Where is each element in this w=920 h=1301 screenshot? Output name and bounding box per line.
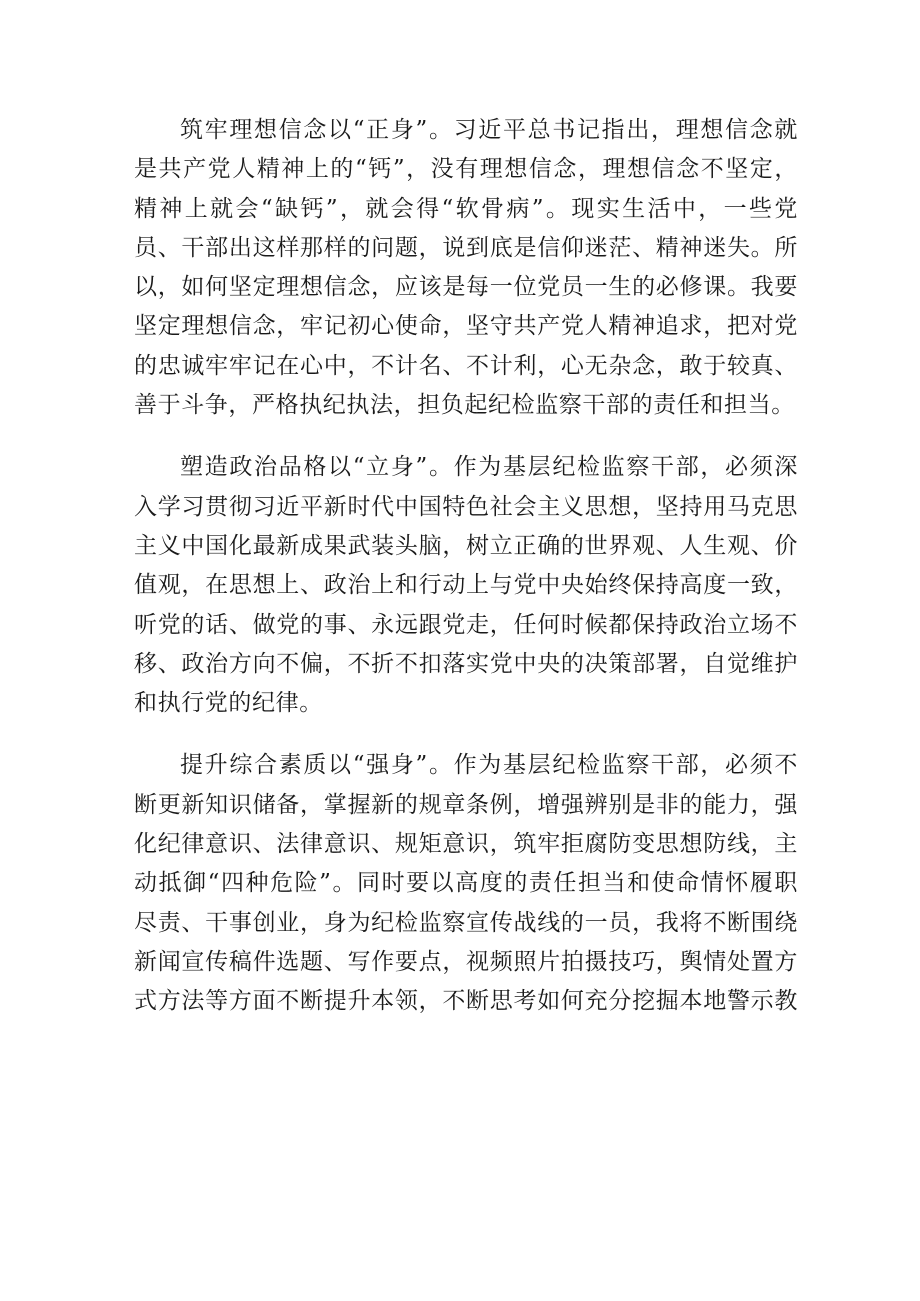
text-line: 断更新知识储备，掌握新的规章条例，增强辨别是非的能力，强 [134,791,798,818]
text-line: 筑牢理想信念以“正身”。习近平总书记指出，理想信念就 [180,117,798,143]
text-line: 值观，在思想上、政治上和行动上与党中央始终保持高度一致， [134,572,798,599]
text-line: 听党的话、做党的事、永远跟党走，任何时候都保持政治立场不 [134,611,798,638]
text-line: 员、干部出这样那样的问题，说到底是信仰迷茫、精神迷失。所 [134,234,798,261]
text-line: 尽责、干事创业，身为纪检监察宣传战线的一员，我将不断围绕 [134,909,798,936]
text-line: 是共产党人精神上的“钙”，没有理想信念，理想信念不坚定， [134,156,798,183]
paragraph-1 [134,111,798,425]
text-line: 入学习贯彻习近平新时代中国特色社会主义思想，坚持用马克思 [134,493,798,520]
text-line: 式方法等方面不断提升本领，不断思考如何充分挖掘本地警示教 [134,988,798,1015]
text-line: 塑造政治品格以“立身”。作为基层纪检监察干部，必须深 [180,454,798,481]
text-line: 善于斗争，严格执纪执法，担负起纪检监察干部的责任和担当。 [134,392,795,419]
text-line: 主义中国化最新成果武装头脑，树立正确的世界观、人生观、价 [134,532,798,559]
text-line: 坚定理想信念，牢记初心使命，坚守共产党人精神追求，把对党 [134,313,798,340]
paragraph-3 [134,746,798,1021]
text-line: 移、政治方向不偏，不折不扣落实党中央的决策部署，自觉维护 [134,650,798,677]
text-line: 和执行党的纪律。 [134,690,323,717]
text-line: 以，如何坚定理想信念，应该是每一位党员一生的必修课。我要 [134,274,798,301]
paragraph-2 [134,448,798,723]
text-line: 化纪律意识、法律意识、规矩意识，筑牢拒腐防变思想防线，主 [134,831,798,858]
text-line: 提升综合素质以“强身”。作为基层纪检监察干部，必须不 [180,752,798,779]
text-line: 的忠诚牢牢记在心中，不计名、不计利，心无杂念，敢于较真、 [134,352,798,379]
document-body [134,111,798,1022]
text-line: 动抵御“四种危险”。同时要以高度的责任担当和使命情怀履职 [134,870,798,897]
text-line: 新闻宣传稿件选题、写作要点，视频照片拍摄技巧，舆情处置方 [134,948,798,975]
text-line: 精神上就会“缺钙”，就会得“软骨病”。现实生活中，一些党 [134,195,798,222]
